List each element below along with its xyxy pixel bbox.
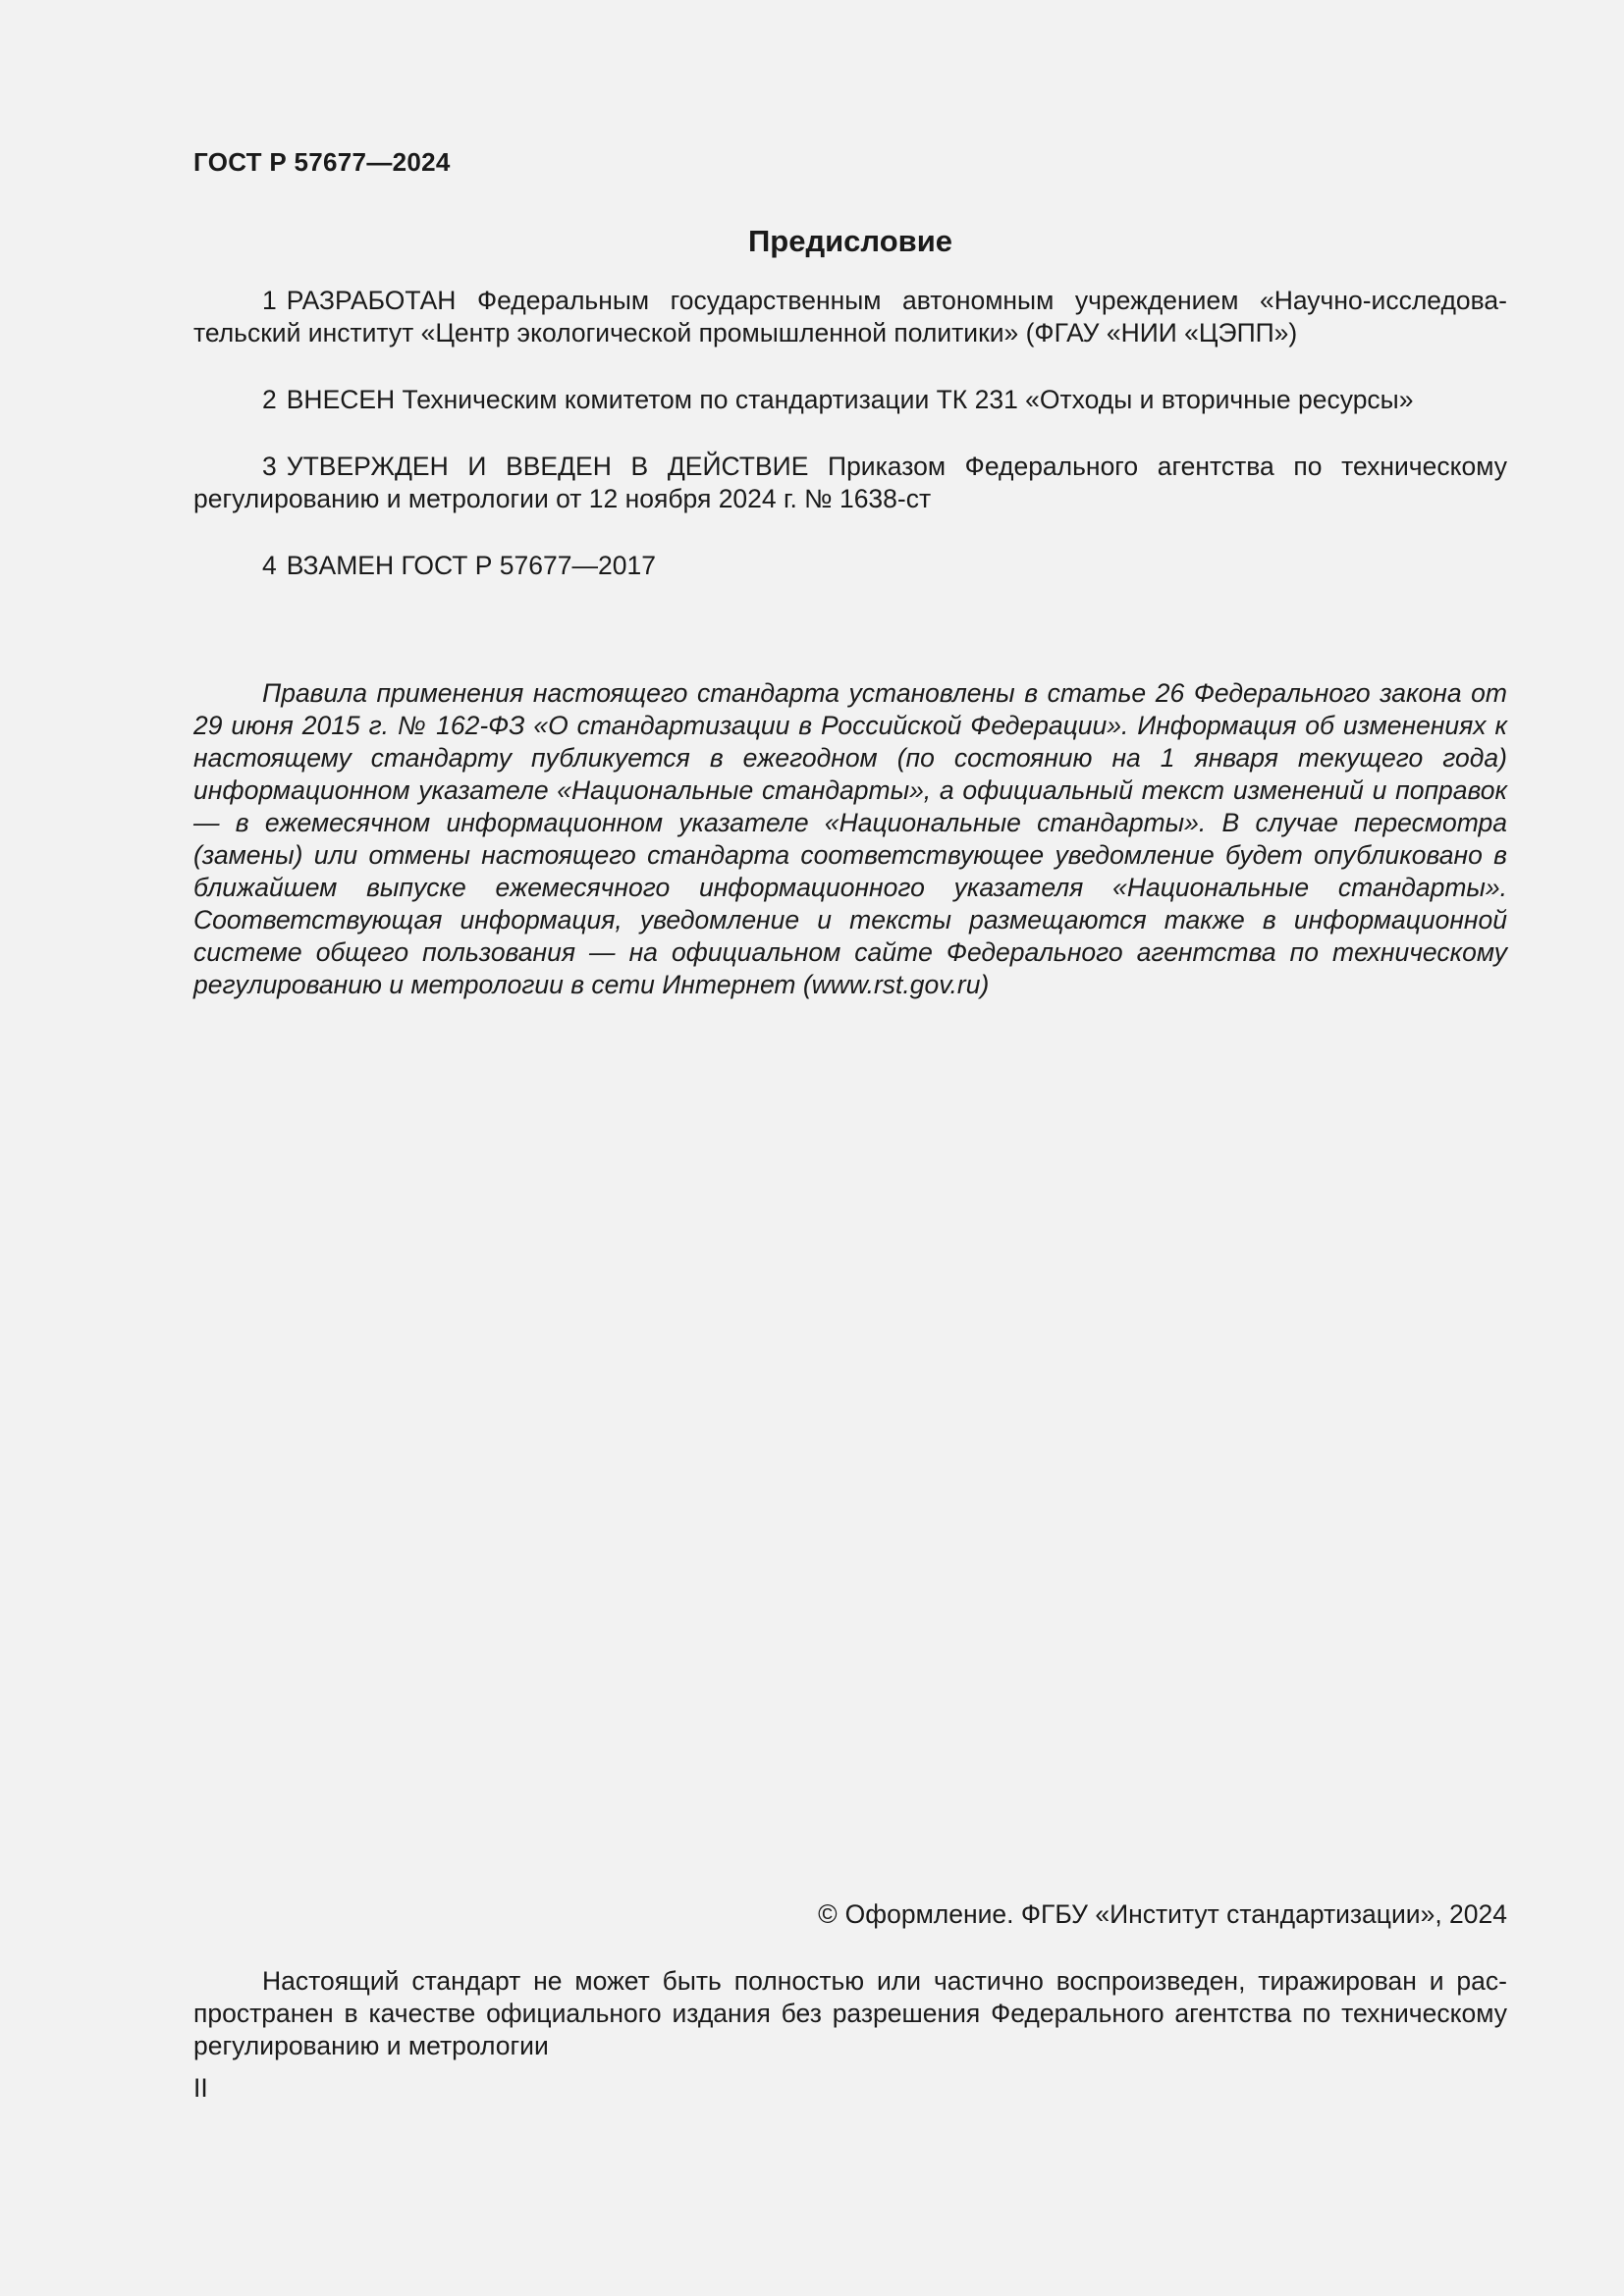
- page-number: II: [193, 2073, 208, 2103]
- foreword-item-3: [193, 451, 1507, 515]
- item-text: УТВЕРЖДЕН И ВВЕДЕН В ДЕЙСТВИЕ Приказом Федерального агентства по техническому регулированию и метрологии от 12 ноября 2024 г. № 1638-ст: [193, 452, 1507, 513]
- document-header-id: ГОСТ Р 57677—2024: [193, 147, 451, 177]
- item-text: ВНЕСЕН Техническим комитетом по стандартизации ТК 231 «Отходы и вторичные ресурсы»: [286, 385, 1414, 414]
- reproduction-restriction-text: Настоящий стандарт не может быть полностью или частично воспроизведен, тиражирован и распространен в качестве официального издания без разрешения Федерального агентства по техническому регулированию и метрологии: [193, 1966, 1507, 2060]
- item-number: 2: [262, 385, 277, 414]
- foreword-items-list: [193, 285, 1507, 616]
- foreword-item-2: [193, 384, 1507, 416]
- item-text: РАЗРАБОТАН Федеральным государственным автономным учреждением «Научно-исследовательский институт «Центр экологической промышленной политики» (ФГАУ «НИИ «ЦЭПП»): [193, 286, 1507, 347]
- item-number: 4: [262, 551, 277, 580]
- copyright-text: Оформление. ФГБУ «Институт стандартизации», 2024: [844, 1899, 1507, 1929]
- copyright-icon: ©: [818, 1899, 838, 1929]
- copyright-line: [193, 1899, 1507, 1930]
- page-title: Предисловие: [747, 224, 952, 258]
- foreword-item-4: [193, 550, 1507, 582]
- item-number: 3: [262, 452, 277, 481]
- item-number: 1: [262, 286, 277, 315]
- application-rules-notice: Правила применения настоящего стандарта установлены в статье 26 Федерального закона от 29 июня 2015 г. № 162-ФЗ «О стандартизации в Российской Федерации». Информация об изменениях к настоящему стандарту публикуется в ежегодном (по состоянию на 1 января текущего года) информационном указателе «Национальные стандарты», а официальный текст изменений и поправок — в ежемесячном информационном указателе «Национальные стандарты». В случае пересмотра (замены) или отмены настоящего стандарта соответствующее уведомление будет опубликовано в ближайшем выпуске ежемесячного информационного указателя «Национальные стандарты». Соответствующая информация, уведомление и тексты размещаются также в информационной системе общего пользования — на официальном сайте Федерального агентства по техническому регулированию и метрологии в сети Интернет (www.rst.gov.ru): [193, 678, 1507, 999]
- item-text: ВЗАМЕН ГОСТ Р 57677—2017: [286, 551, 656, 580]
- foreword-item-1: [193, 285, 1507, 349]
